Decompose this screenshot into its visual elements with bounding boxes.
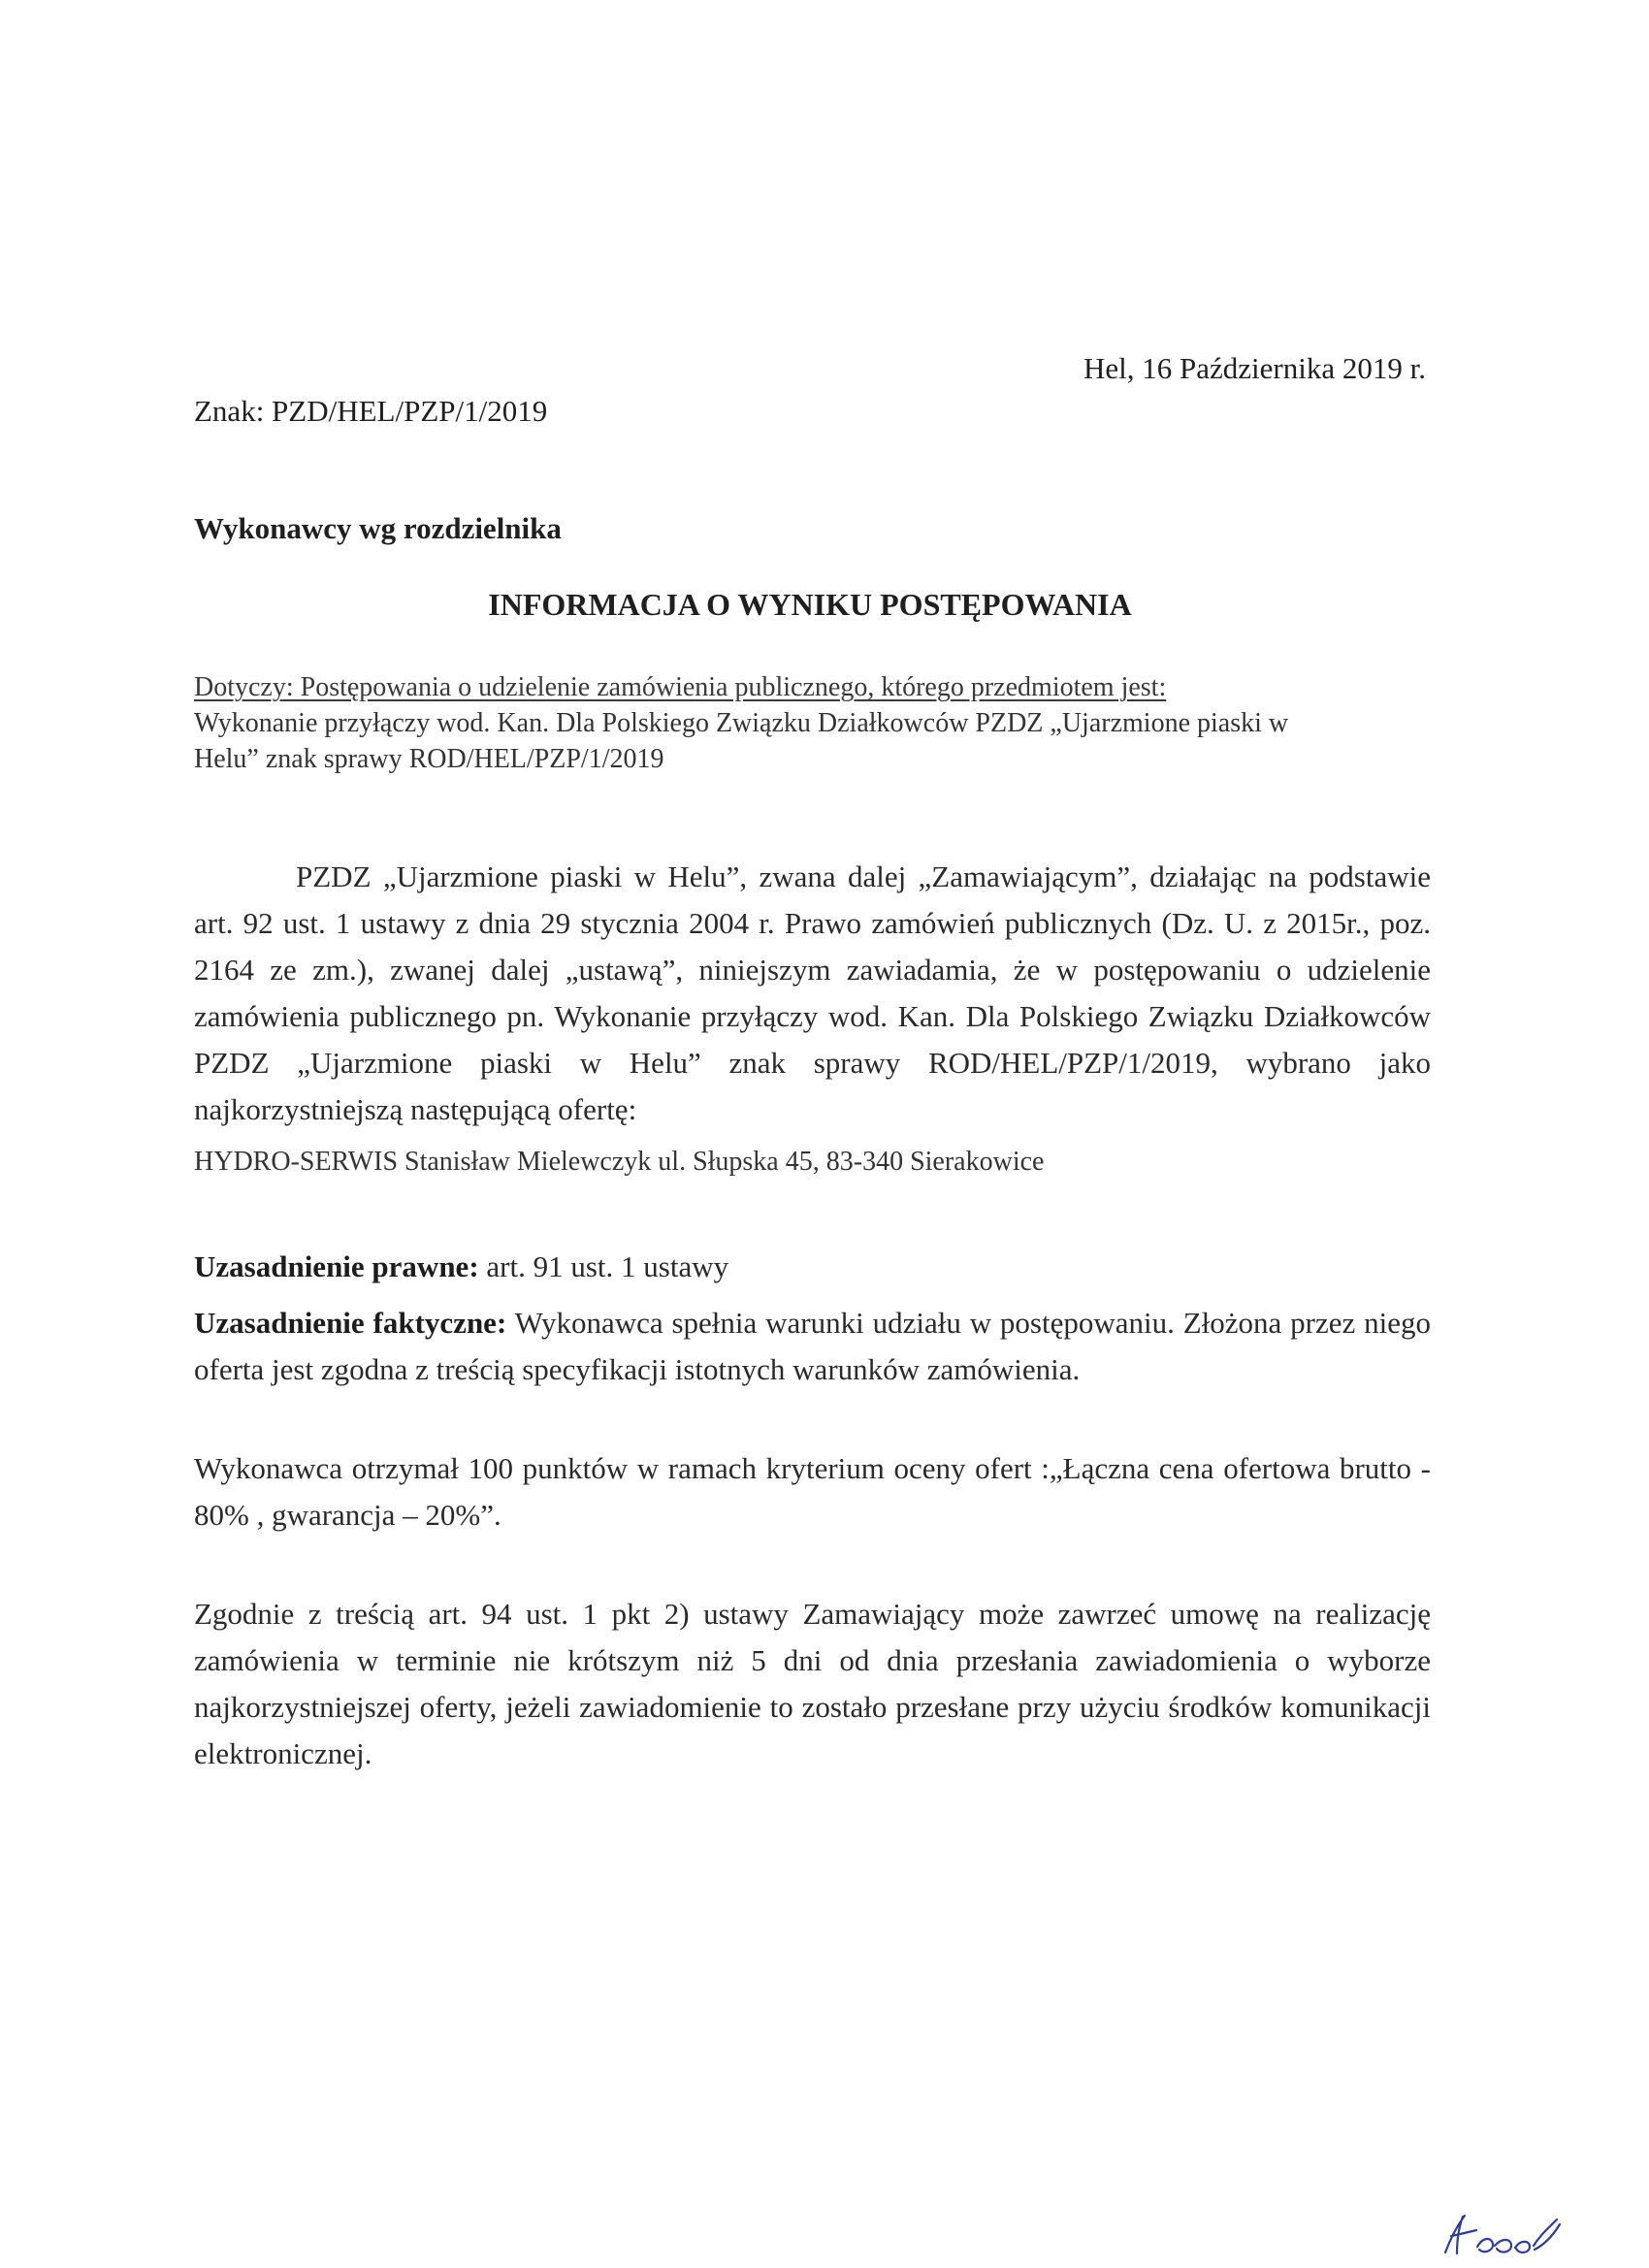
- document-date: Hel, 16 Października 2019 r.: [1083, 351, 1426, 385]
- legal-basis-label: Uzasadnienie prawne:: [194, 1249, 479, 1283]
- signature-stroke: [1445, 2216, 1560, 2253]
- selected-contractor: HYDRO-SERWIS Stanisław Mielewczyk ul. Słupska 45, 83-340 Sierakowice: [194, 1147, 1045, 1177]
- legal-basis-text: art. 91 ust. 1 ustawy: [478, 1249, 729, 1283]
- reference-number: Znak: PZD/HEL/PZP/1/2019: [194, 394, 548, 428]
- factual-basis: [194, 1300, 1431, 1393]
- subject-heading: Dotyczy: Postępowania o udzielenie zamówienia publicznego, którego przedmiotem jest:: [194, 672, 1167, 702]
- legal-basis: [194, 1244, 728, 1290]
- recipient-line: Wykonawcy wg rozdzielnika: [194, 511, 562, 545]
- points-paragraph: Wykonawca otrzymał 100 punktów w ramach kryterium oceny ofert :„Łączna cena ofertowa brutto - 80% , gwarancja – 20%”.: [194, 1451, 1431, 1532]
- factual-basis-label: Uzasadnienie faktyczne:: [194, 1306, 507, 1340]
- main-paragraph: PZDZ „Ujarzmione piaski w Helu”, zwana dalej „Zamawiającym”, działając na podstawie art. 92 ust. 1 ustawy z dnia 29 stycznia 2004 r. Prawo zamówień publicznych (Dz. U. z 2015r., poz. 2164 ze zm.), zwanej dalej „ustawą”, niniejszym zawiadamia, że w postępowaniu o udzielenie zamówienia publicznego pn. Wykonanie przyłączy wod. Kan. Dla Polskiego Związku Działkowców PZDZ „Ujarzmione piaski w Helu” znak sprawy ROD/HEL/PZP/1/2019, wybrano jako najkorzystniejszą następującą ofertę:: [194, 859, 1431, 1126]
- subject-line-1: Wykonanie przyłączy wod. Kan. Dla Polskiego Związku Działkowców PZDZ „Ujarzmione piaski w: [194, 708, 1289, 738]
- handwritten-signature: [1434, 2208, 1579, 2268]
- subject-line-2: Helu” znak sprawy ROD/HEL/PZP/1/2019: [194, 744, 664, 774]
- subject-block: [194, 669, 1426, 777]
- closing-paragraph: Zgodnie z treścią art. 94 ust. 1 pkt 2) ustawy Zamawiający może zawrzeć umowę na realizację zamówienia w terminie nie krótszym niż 5 dni od dnia przesłania zawiadomienia o wyborze najkorzystniejszej oferty, jeżeli zawiadomienie to zostało przesłane przy użyciu środków komunikacji elektronicznej.: [194, 1597, 1431, 1770]
- factual-basis-text: Wykonawca spełnia warunki udziału w postępowaniu. Złożona przez niego oferta jest zgodna z treścią specyfikacji istotnych warunków zamówienia.: [194, 1306, 1431, 1386]
- document-title: INFORMACJA O WYNIKU POSTĘPOWANIA: [488, 587, 1132, 622]
